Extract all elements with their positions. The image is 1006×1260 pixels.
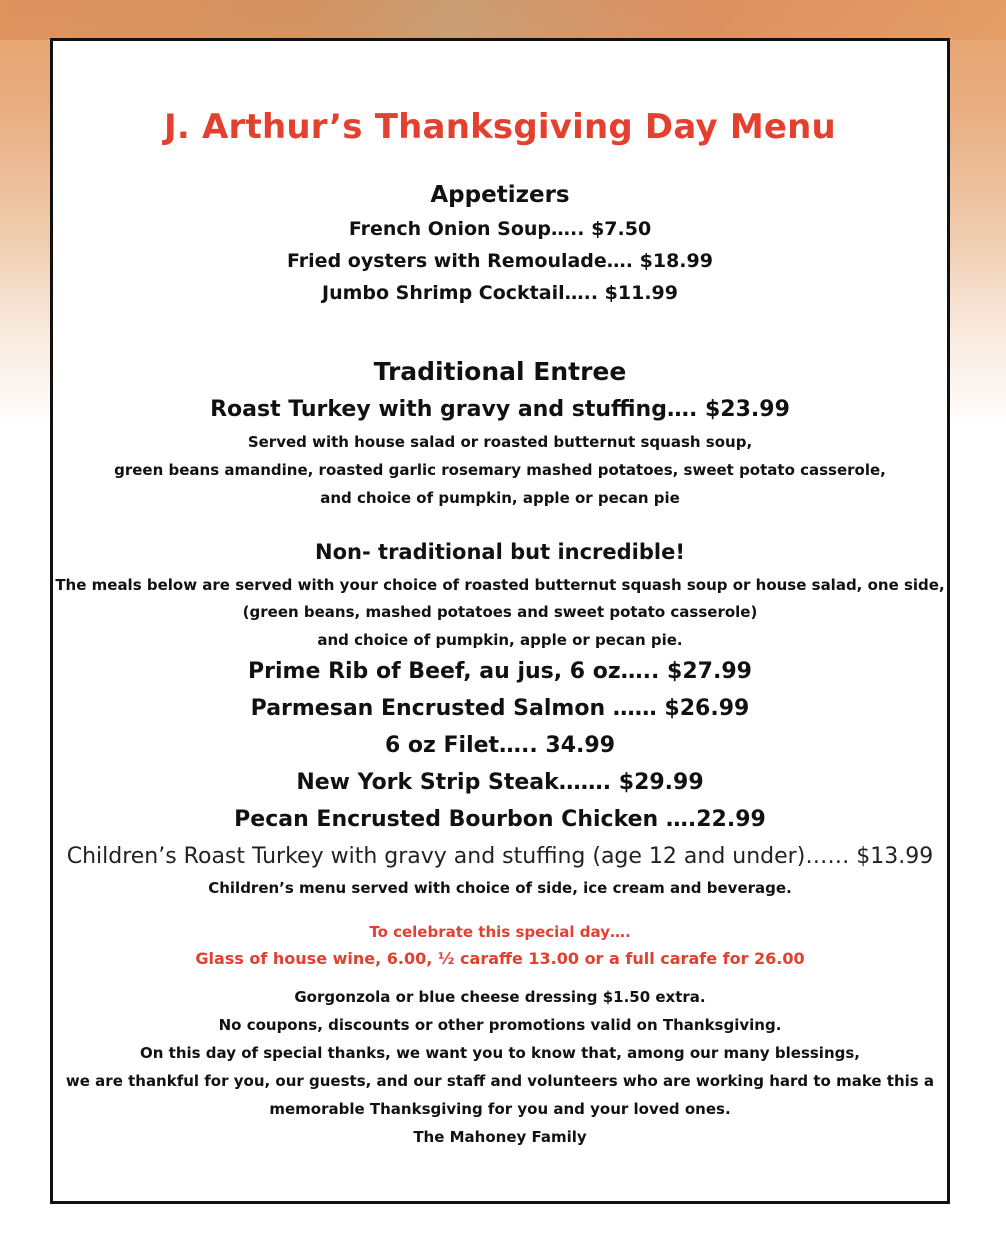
traditional-description-line: Served with house salad or roasted butternut squash soup, [247,433,753,451]
nontraditional-description-line: and choice of pumpkin, apple or pecan pie. [317,631,683,649]
footer-line: we are thankful for you, our guests, and our staff and volunteers who are working hard to make this a [65,1072,935,1090]
celebrate-line: Glass of house wine, 6.00, ½ caraffe 13.00 or a full carafe for 26.00 [195,949,805,968]
menu-card [50,38,950,1204]
footer-line: Gorgonzola or blue cheese dressing $1.50 extra. [294,988,706,1006]
appetizer-item: Jumbo Shrimp Cocktail….. $11.99 [322,282,678,304]
background-accent [0,0,1006,40]
footer-line: On this day of special thanks, we want you to know that, among our many blessings, [140,1044,860,1062]
footer-line: No coupons, discounts or other promotions valid on Thanksgiving. [218,1016,782,1034]
footer-line: memorable Thanksgiving for you and your loved ones. [269,1100,731,1118]
children-note: Children’s menu served with choice of side, ice cream and beverage. [208,879,792,897]
traditional-description-line: and choice of pumpkin, apple or pecan pie [320,489,680,507]
appetizers-heading: Appetizers [430,182,570,208]
appetizer-item: French Onion Soup….. $7.50 [348,218,652,240]
menu-title: J. Arthur’s Thanksgiving Day Menu [164,107,836,147]
celebrate-line: To celebrate this special day…. [369,923,631,941]
appetizer-item: Fried oysters with Remoulade…. $18.99 [287,250,713,272]
nontraditional-description-line: (green beans, mashed potatoes and sweet potato casserole) [242,603,758,621]
traditional-heading: Traditional Entree [373,357,627,386]
nontraditional-item: New York Strip Steak……. $29.99 [296,770,704,795]
nontraditional-item: Prime Rib of Beef, au jus, 6 oz….. $27.99 [248,659,752,684]
nontraditional-description-line: The meals below are served with your choice of roasted butternut squash soup or house salad, one side, [55,576,945,594]
nontraditional-item: Parmesan Encrusted Salmon …… $26.99 [250,696,750,721]
children-item: Children’s Roast Turkey with gravy and stuffing (age 12 and under)…… $13.99 [66,844,934,869]
nontraditional-item: 6 oz Filet….. 34.99 [384,733,616,758]
menu-content [53,41,947,1201]
nontraditional-heading: Non- traditional but incredible! [315,540,685,564]
traditional-main-item: Roast Turkey with gravy and stuffing…. $23.99 [210,397,790,422]
traditional-description-line: green beans amandine, roasted garlic rosemary mashed potatoes, sweet potato casserole, [114,461,886,479]
signature: The Mahoney Family [413,1128,587,1146]
nontraditional-item: Pecan Encrusted Bourbon Chicken ….22.99 [234,807,766,832]
